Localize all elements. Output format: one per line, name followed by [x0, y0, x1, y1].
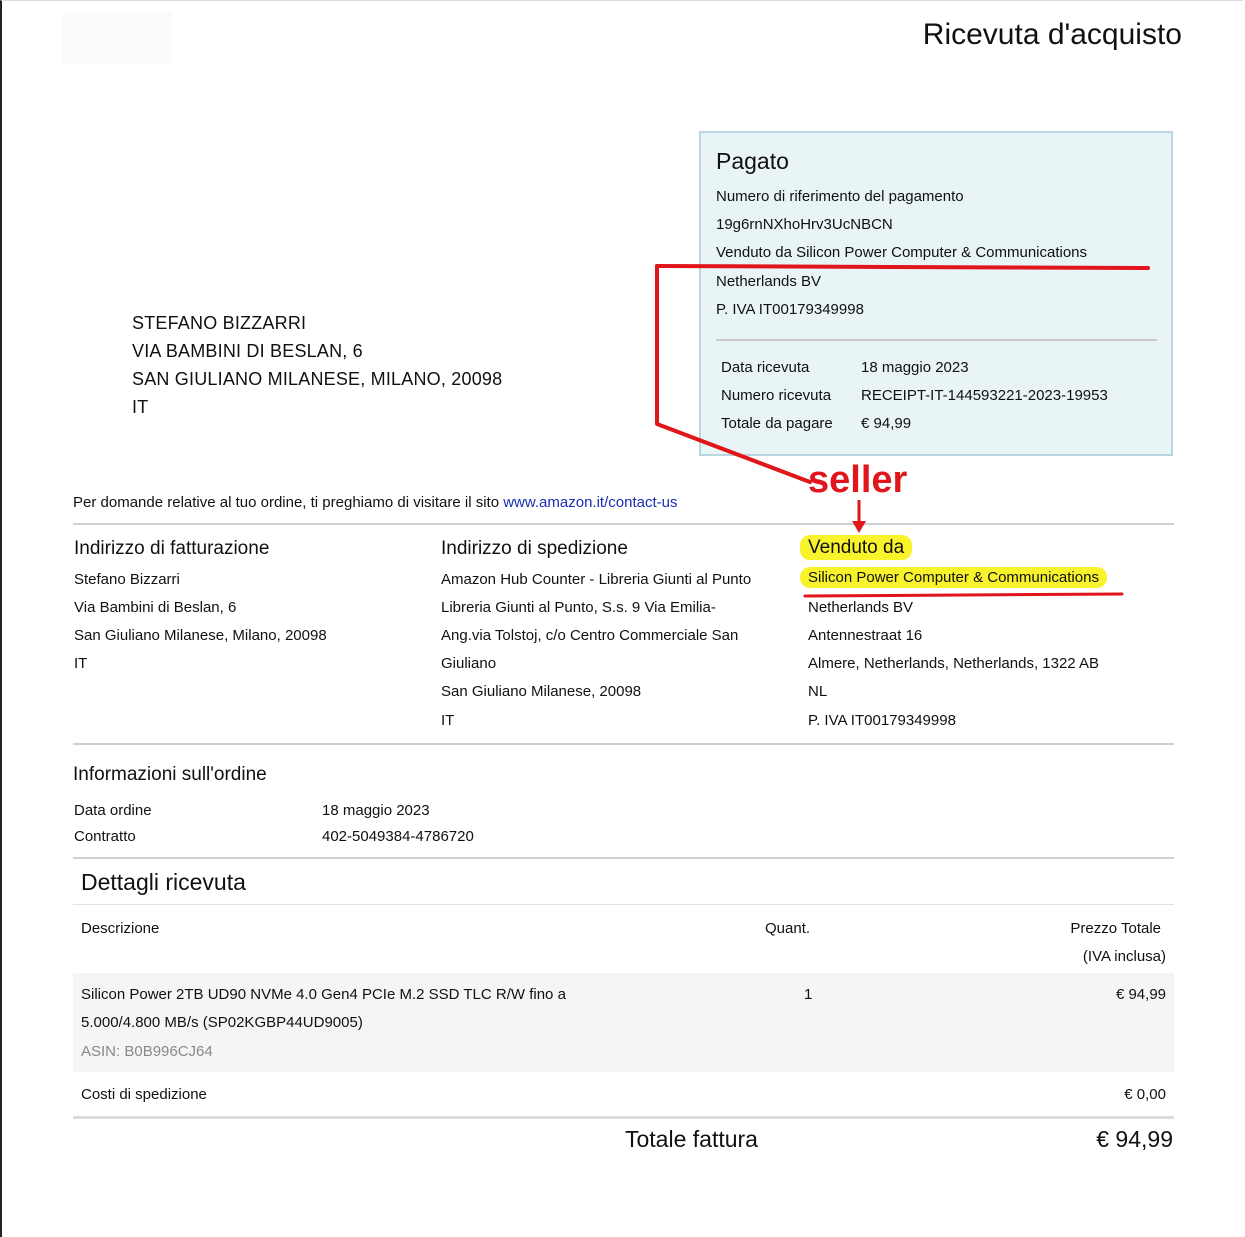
billing-line: IT	[74, 655, 88, 672]
customer-country: IT	[132, 397, 149, 417]
shipping-cost-label: Costi di spedizione	[81, 1086, 207, 1103]
annotation-connector	[657, 266, 810, 482]
item-qty: 1	[804, 986, 813, 1003]
seller-line: Netherlands BV	[808, 599, 914, 616]
shipping-line: Giuliano	[441, 655, 497, 672]
page-title: Ricevuta d'acquisto	[922, 18, 1182, 51]
payment-sold-by-line2: Netherlands BV	[716, 273, 822, 290]
shipping-line: Libreria Giunti al Punto, S.s. 9 Via Emilia-	[441, 599, 716, 616]
customer-city: SAN GIULIANO MILANESE, MILANO, 20098	[132, 369, 503, 389]
receipt-date-label: Data ricevuta	[721, 359, 810, 376]
shipping-cost-value: € 0,00	[1124, 1086, 1166, 1103]
billing-line: Stefano Bizzarri	[74, 571, 180, 588]
invoice-total-value: € 94,99	[1096, 1126, 1173, 1152]
shipping-line: Ang.via Tolstoj, c/o Centro Commerciale San	[441, 627, 739, 644]
receipt-number-value: RECEIPT-IT-144593221-2023-19953	[861, 387, 1108, 404]
annotation-arrow-head	[852, 521, 866, 533]
seller-name-text: Silicon Power Computer & Communications	[800, 567, 1107, 588]
customer-street: VIA BAMBINI DI BESLAN, 6	[132, 341, 363, 361]
payment-vat: P. IVA IT00179349998	[716, 301, 864, 318]
contact-text: Per domande relative al tuo ordine, ti preghiamo di visitare il sito	[73, 494, 504, 511]
annotation-underline-seller	[805, 594, 1122, 596]
col-quantity: Quant.	[765, 920, 811, 937]
item-description: Silicon Power 2TB UD90 NVMe 4.0 Gen4 PCIe M.2 SSD TLC R/W fino a	[81, 986, 566, 1003]
receipt-number-label: Numero ricevuta	[721, 387, 832, 404]
invoice-total-label: Totale fattura	[625, 1126, 758, 1152]
annotation-underline-payment	[657, 266, 1148, 268]
shipping-line: San Giuliano Milanese, 20098	[441, 683, 642, 700]
col-price-note: (IVA inclusa)	[1082, 948, 1166, 965]
order-date-value: 18 maggio 2023	[322, 802, 430, 819]
item-asin: ASIN: B0B996CJ64	[81, 1043, 213, 1060]
contact-link[interactable]: www.amazon.it/contact-us	[503, 494, 678, 511]
shipping-line: Amazon Hub Counter - Libreria Giunti al Punto	[441, 571, 752, 588]
customer-name: STEFANO BIZZARRI	[132, 313, 307, 333]
contract-label: Contratto	[74, 828, 136, 845]
payment-ref-label: Numero di riferimento del pagamento	[716, 188, 964, 205]
billing-line: Via Bambini di Beslan, 6	[74, 599, 237, 616]
receipt-date-value: 18 maggio 2023	[861, 359, 969, 376]
seller-line: Almere, Netherlands, Netherlands, 1322 AB	[808, 655, 1099, 672]
order-info-heading: Informazioni sull'ordine	[73, 764, 267, 785]
shipping-line: IT	[441, 712, 455, 729]
billing-heading: Indirizzo di fatturazione	[74, 538, 270, 559]
amount-due-label: Totale da pagare	[721, 415, 833, 432]
seller-line: NL	[808, 683, 828, 700]
details-heading: Dettagli ricevuta	[81, 869, 246, 895]
item-price: € 94,99	[1115, 986, 1166, 1003]
seller-heading-text: Venduto da	[800, 535, 912, 560]
seller-line: P. IVA IT00179349998	[808, 712, 956, 729]
contract-value: 402-5049384-4786720	[322, 828, 474, 845]
col-description: Descrizione	[81, 920, 160, 937]
item-description-cont: 5.000/4.800 MB/s (SP02KGBP44UD9005)	[81, 1014, 363, 1031]
payment-ref-value: 19g6rnNXhoHrv3UcNBCN	[716, 216, 893, 233]
payment-status: Pagato	[716, 148, 789, 174]
seller-line: Antennestraat 16	[808, 627, 923, 644]
billing-line: San Giuliano Milanese, Milano, 20098	[74, 627, 327, 644]
annotation-label: seller	[808, 459, 908, 501]
order-date-label: Data ordine	[74, 802, 152, 819]
col-price: Prezzo Totale	[1070, 920, 1161, 937]
payment-sold-by-line1: Venduto da Silicon Power Computer & Communications	[716, 244, 1088, 261]
amount-due-value: € 94,99	[861, 415, 912, 432]
shipping-heading: Indirizzo di spedizione	[441, 538, 628, 559]
